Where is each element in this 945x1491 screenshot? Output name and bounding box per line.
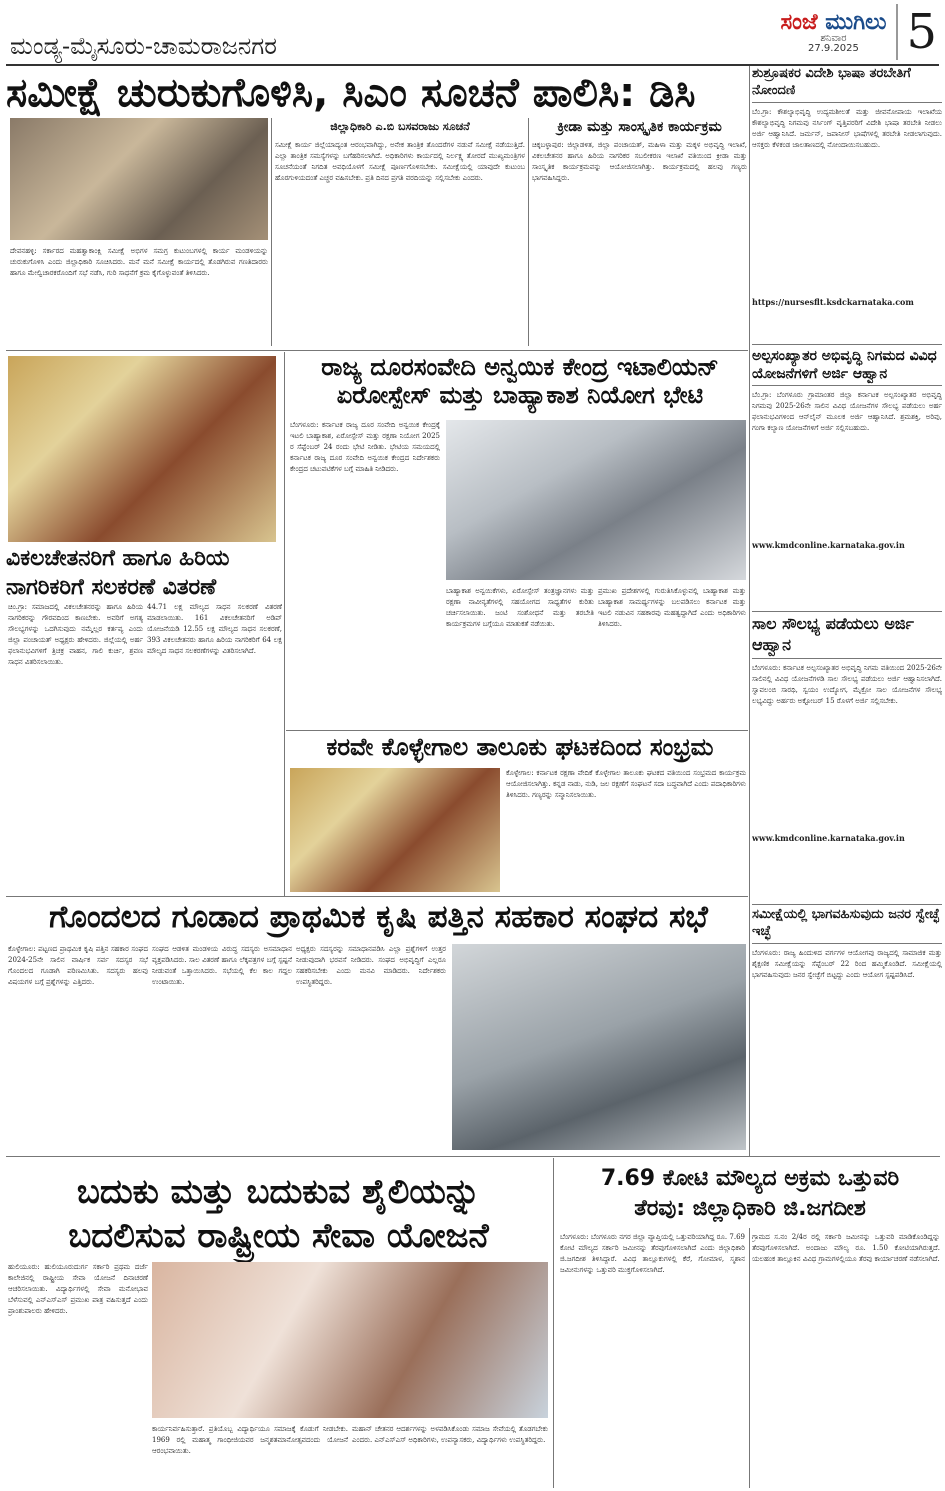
encroachment-headline [560,1164,940,1223]
sidebar-item1-body: ಬೆಂ.ಗ್ರಾ: ಕೌಶಲ್ಯಾಭಿವೃದ್ಧಿ ಉದ್ಯಮಶೀಲತೆ ಮತ್ತು ಜೀವನೋಪಾಯ ಇಲಾಖೆಯ ಕೌಶಲ್ಯಾಭಿವೃದ್ಧಿ ನಿಗಮವು ನರ್ಸಿಂಗ್ ವೃತ್ತಿಪರರಿಗೆ ವಿದೇಶಿ ಭಾಷಾ ತರಬೇತಿ ನೀಡಲು ಅರ್ಜಿ ಆಹ್ವಾನಿಸಿದೆ. ಜರ್ಮನ್, ಜಪಾನೀಸ್ ಭಾಷೆಗಳಲ್ಲಿ ತರಬೇತಿ ನೀಡಲಾಗುವುದು. ಆಸಕ್ತರು ಕೆಳಕಂಡ ಜಾಲತಾಣದಲ್ಲಿ ನೋಂದಾಯಿಸಬಹುದು. [752,107,942,149]
main-photo [10,118,268,240]
sidebar-item4-title: ಸಮೀಕ್ಷೆಯಲ್ಲಿ ಭಾಗವಹಿಸುವುದು ಜನರ ಸ್ವೇಚ್ಛೆ ಇಚ್ಛೆ [752,904,942,944]
nss-body-col1: ಹುಲಿಯೂರು: ಹುಲಿಯೂರುದುರ್ಗ ಸರ್ಕಾರಿ ಪ್ರಥಮ ದರ್ಜೆ ಕಾಲೇಜಿನಲ್ಲಿ ರಾಷ್ಟ್ರೀಯ ಸೇವಾ ಯೋಜನೆ ದಿನಾಚರಣೆ ಆಚರಿಸಲಾಯಿತು. ವಿದ್ಯಾರ್ಥಿಗಳಲ್ಲಿ ಸೇವಾ ಮನೋಭಾವ ಬೆಳೆಸುವಲ್ಲಿ ಎನ್ಎಸ್ಎಸ್ ಪ್ರಮುಖ ಪಾತ್ರ ವಹಿಸುತ್ತದೆ ಎಂದು ಪ್ರಾಂಶುಪಾಲರು ಹೇಳಿದರು. [8,1263,148,1315]
sidebar-item4-body: ಬೆಂಗಳೂರು: ರಾಜ್ಯ ಹಿಂದುಳಿದ ವರ್ಗಗಳ ಆಯೋಗವು ರಾಜ್ಯದಲ್ಲಿ ಸಾಮಾಜಿಕ ಮತ್ತು ಶೈಕ್ಷಣಿಕ ಸಮೀಕ್ಷೆಯನ್ನು ಸೆಪ್ಟೆಂಬರ್ 22 ರಿಂದ ಹಮ್ಮಿಕೊಂಡಿದೆ. ಸಮೀಕ್ಷೆಯಲ್ಲಿ ಭಾಗವಹಿಸುವುದು ಜನರ ಸ್ವೇಚ್ಛೆಗೆ ಬಿಟ್ಟದ್ದು ಎಂದು ಆಯೋಗ ಸ್ಪಷ್ಟಪಡಿಸಿದೆ. [752,948,942,979]
sidebar-item2-url[interactable]: www.kmdconline.karnataka.gov.in [752,540,905,551]
karave-body: ಕೊಳ್ಳೇಗಾಲ: ಕರ್ನಾಟಕ ರಕ್ಷಣಾ ವೇದಿಕೆ ಕೊಳ್ಳೇಗಾಲ ತಾಲೂಕು ಘಟಕದ ವತಿಯಿಂದ ಸಂಭ್ರಮದ ಕಾರ್ಯಕ್ರಮ ಆಯೋಜಿಸಲಾಗಿತ್ತು. ಕನ್ನಡ ನಾಡು, ನುಡಿ, ಜಲ ರಕ್ಷಣೆಗೆ ಸಂಘಟನೆ ಸದಾ ಬದ್ಧವಾಗಿದೆ ಎಂದು ಪದಾಧಿಕಾರಿಗಳು ತಿಳಿಸಿದರು. ಗಣ್ಯರನ್ನು ಸನ್ಮಾನಿಸಲಾಯಿತು. [506,769,746,799]
nss-photo [152,1262,548,1418]
aerospace-body-col2: ಬಾಹ್ಯಾಕಾಶ ಅನ್ವಯಿಕೆಗಳು, ಏರೋಸ್ಪೇಸ್ ತಂತ್ರಜ್ಞಾನಗಳು ಮತ್ತು ರಕ್ಷಣಾ ನಾವೀನ್ಯತೆಗಳಲ್ಲಿ ಸಹಯೋಗದ ಸಾಧ್ಯತೆಗಳ ಕುರಿತು ಚರ್ಚಿಸಲಾಯಿತು. ಜಂಟಿ ಸಂಶೋಧನೆ ಮತ್ತು ತರಬೇತಿ ಕಾರ್ಯಕ್ರಮಗಳ ಬಗ್ಗೆಯೂ ಮಾತುಕತೆ ನಡೆಯಿತು. [446,587,594,628]
main-subhead: ಜಿಲ್ಲಾಧಿಕಾರಿ ಎ.ಬಿ ಬಸವರಾಜು ಸೂಚನೆ [330,120,470,133]
nss-body-col3: ಮಹಾನ್ ಚೇತನರ ಆದರ್ಶಗಳನ್ನು ಅಳವಡಿಸಿಕೊಂಡು ಸಮಾಜ ಸೇವೆಯಲ್ಲಿ ತೊಡಗಬೇಕು ಎಂದರು. ಎನ್ಎಸ್ಎಸ್ ಅಧಿಕಾರಿಗಳು, ಉಪನ್ಯಾಸಕರು, ವಿದ್ಯಾರ್ಥಿಗಳು ಉಪಸ್ಥಿತರಿದ್ದರು. [352,1425,548,1444]
karave-photo [290,768,500,892]
sidebar-item1-url[interactable]: https://nursesflt.ksdckarnataka.com [752,296,914,307]
disabled-body-col2: 44.71 ಲಕ್ಷ ಮೌಲ್ಯದ ಸಾಧನ ಸಲಕರಣೆ ವಿತರಣೆ ಮಾಡಲಾಯಿತು. 161 ವಿಕಲಚೇತನರಿಗೆ ಅಡಿಪ್ ಯೋಜನೆಯಡಿ 12.55 ಲಕ್ಷ ಮೌಲ್ಯದ ಸಾಧನ ಸಲಕರಣೆ, 393 ವಿಕಲಚೇತನರು ಹಾಗೂ ಹಿರಿಯ ನಾಗರಿಕರಿಗೆ 64 ಲಕ್ಷ ಮೌಲ್ಯದ ಸಾಧನ ಸಲಕರಣೆಗಳನ್ನು ವಿತರಿಸಲಾಗಿದೆ. [147,603,282,655]
sidebar-item3-title: ಸಾಲ ಸೌಲಭ್ಯ ಪಡೆಯಲು ಅರ್ಜಿ ಆಹ್ವಾನ [752,611,942,659]
encroachment-headline-line1: 7.69 ಕೋಟಿ ಮೌಲ್ಯದ ಅಕ್ರಮ ಒತ್ತುವರಿ [600,1166,900,1191]
aerospace-body-col1: ಬೆಂಗಳೂರು: ಕರ್ನಾಟಕ ರಾಜ್ಯ ದೂರ ಸಂವೇದಿ ಅನ್ವಯಿಕ ಕೇಂದ್ರಕ್ಕೆ ಇಟಲಿ ಬಾಹ್ಯಾಕಾಶ, ಏರೋಸ್ಪೇಸ್ ಮತ್ತು ರಕ್ಷಣಾ ನಿಯೋಗ 2025 ರ ಸೆಪ್ಟೆಂಬರ್ 24 ರಂದು ಭೇಟಿ ನೀಡಿತು. ಭೇಟಿಯ ಸಮಯದಲ್ಲಿ ಕರ್ನಾಟಕ ರಾಜ್ಯ ದೂರ ಸಂವೇದಿ ಅನ್ವಯಿಕ ಕೇಂದ್ರದ ನಿರ್ದೇಶಕರು ಕೇಂದ್ರದ ಚಟುವಟಿಕೆಗಳ ಬಗ್ಗೆ ಮಾಹಿತಿ ನೀಡಿದರು. [290,421,440,473]
encroachment-body-col2: ಗ್ರಾಮದ ಸ.ನಂ 2/4ರ ರಲ್ಲಿ ಸರ್ಕಾರಿ ಜಮೀನನ್ನು ಒತ್ತುವರಿ ಮಾಡಿಕೊಂಡಿದ್ದನ್ನು ತೆರವುಗೊಳಿಸಲಾಗಿದೆ. ಅಂದಾಜು ಮೌಲ್ಯ ರೂ. 1.50 ಕೋಟಿಯಾಗಿರುತ್ತದೆ. ಯಲಹಂಕ ತಾಲ್ಲೂಕಿನ ವಿವಿಧ ಗ್ರಾಮಗಳಲ್ಲಿಯೂ ತೆರವು ಕಾರ್ಯಾಚರಣೆ ನಡೆಸಲಾಗಿದೆ. [752,1233,940,1263]
sidebar-item3-url[interactable]: www.kmdconline.karnataka.gov.in [752,832,905,843]
encroachment-body-col1: ಬೆಂಗಳೂರು: ಬೆಂಗಳೂರು ನಗರ ಜಿಲ್ಲಾ ವ್ಯಾಪ್ತಿಯಲ್ಲಿ ಒತ್ತುವರಿಯಾಗಿದ್ದ ರೂ. 7.69 ಕೋಟಿ ಮೌಲ್ಯದ ಸರ್ಕಾರಿ ಜಮೀನನ್ನು ತೆರವುಗೊಳಿಸಲಾಗಿದೆ ಎಂದು ಜಿಲ್ಲಾಧಿಕಾರಿ ಜಿ.ಜಗದೀಶ ತಿಳಿಸಿದ್ದಾರೆ. ವಿವಿಧ ತಾಲ್ಲೂಕುಗಳಲ್ಲಿ ಕೆರೆ, ಗೋಮಾಳ, ಸ್ಮಶಾನ ಜಮೀನುಗಳನ್ನು ಒತ್ತುವರಿ ಮುಕ್ತಗೊಳಿಸಲಾಗಿದೆ. [560,1233,745,1274]
section-title: ಮಂಡ್ಯ-ಮೈಸೂರು-ಚಾಮರಾಜನಗರ [10,32,277,60]
disabled-body-col1: ಚಿಂ.ಗ್ರಾ: ಸಮಾಜದಲ್ಲಿ ವಿಕಲಚೇತನರನ್ನು ಹಾಗೂ ಹಿರಿಯ ನಾಗರಿಕರನ್ನು ಗೌರವದಿಂದ ಕಾಣಬೇಕು. ಅವರಿಗೆ ಅಗತ್ಯ ಸೌಲಭ್ಯಗಳನ್ನು ಒದಗಿಸುವುದು ನಮ್ಮೆಲ್ಲರ ಕರ್ತವ್ಯ ಎಂದು ಜಿಲ್ಲಾ ಪಂಚಾಯತ್ ಅಧ್ಯಕ್ಷರು ಹೇಳಿದರು. ಜಿಲ್ಲೆಯಲ್ಲಿ ಅರ್ಹ ಫಲಾನುಭವಿಗಳಿಗೆ ತ್ರಿಚಕ್ರ ವಾಹನ, ಗಾಲಿ ಕುರ್ಚಿ, ಶ್ರವಣ ಸಾಧನ ವಿತರಿಸಲಾಯಿತು. [8,603,143,666]
cooperative-body-col1: ಕೊಳ್ಳೇಗಾಲ: ಪಟ್ಟಣದ ಪ್ರಾಥಮಿಕ ಕೃಷಿ ಪತ್ತಿನ ಸಹಕಾರ ಸಂಘದ 2024-25ನೇ ಸಾಲಿನ ವಾರ್ಷಿಕ ಸರ್ವ ಸದಸ್ಯರ ಸಭೆ ಗೊಂದಲದ ಗೂಡಾಗಿ ಪರಿಣಮಿಸಿತು. ಸದಸ್ಯರು ಹಲವು ವಿಷಯಗಳ ಬಗ್ಗೆ ಪ್ರಶ್ನೆಗಳನ್ನು ಎತ್ತಿದರು. [8,945,148,986]
cooperative-meeting-photo [452,944,746,1150]
cooperative-body-col2: ಸಂಘದ ಆಡಳಿತ ಮಂಡಳಿಯ ವಿರುದ್ಧ ಸದಸ್ಯರು ಅಸಮಾಧಾನ ವ್ಯಕ್ತಪಡಿಸಿದರು. ಸಾಲ ವಿತರಣೆ ಹಾಗೂ ಲೆಕ್ಕಪತ್ರಗಳ ಬಗ್ಗೆ ಸ್ಪಷ್ಟನೆ ನೀಡುವಂತೆ ಒತ್ತಾಯಿಸಿದರು. ಸಭೆಯಲ್ಲಿ ಕೆಲ ಕಾಲ ಗದ್ದಲ ಉಂಟಾಯಿತು. [152,945,292,986]
cooperative-headline: ಗೊಂದಲದ ಗೂಡಾದ ಪ್ರಾಥಮಿಕ ಕೃಷಿ ಪತ್ತಿನ ಸಹಕಾರ ಸಂಘದ ಸಭೆ [49,899,708,935]
issue-date: 27.9.2025 [808,42,859,54]
karave-headline: ಕರವೇ ಕೊಳ್ಳೇಗಾಲ ತಾಲೂಕು ಘಟಕದಿಂದ ಸಂಭ್ರಮ [326,733,714,761]
main-headline: ಸಮೀಕ್ಷೆ ಚುರುಕುಗೊಳಿಸಿ, ಸಿಎಂ ಸೂಚನೆ ಪಾಲಿಸಿ: ಡಿಸಿ [6,70,696,116]
encroachment-headline-line2: ತೆರವು: ಜಿಲ್ಲಾಧಿಕಾರಿ ಜಿ.ಜಗದೀಶ [634,1195,866,1221]
sidebar [752,66,942,1068]
newspaper-logo: ಸಂಜೆ ಮುಗಿಲು [780,9,887,35]
issue-day: ಶನಿವಾರ [820,32,847,44]
equipment-distribution-photo [8,356,276,542]
sidebar-item2-body: ಬೆಂ.ಗ್ರಾ: ಬೆಂಗಳೂರು ಗ್ರಾಮಾಂತರ ಜಿಲ್ಲಾ ಕರ್ನಾಟಕ ಅಲ್ಪಸಂಖ್ಯಾತರ ಅಭಿವೃದ್ಧಿ ನಿಗಮವು 2025-26ನೇ ಸಾಲಿನ ವಿವಿಧ ಯೋಜನೆಗಳ ಸೌಲಭ್ಯ ಪಡೆಯಲು ಅರ್ಹ ಫಲಾನುಭವಿಗಳಿಂದ ಆನ್‌ಲೈನ್ ಮೂಲಕ ಅರ್ಜಿ ಆಹ್ವಾನಿಸಿದೆ. ಶ್ರಮಶಕ್ತಿ, ಅರಿವು, ಗಂಗಾ ಕಲ್ಯಾಣ ಯೋಜನೆಗಳಿಗೆ ಅರ್ಜಿ ಸಲ್ಲಿಸಬಹುದು. [752,391,942,433]
masthead [780,4,937,60]
nss-headline [6,1170,551,1258]
sports-body: ಚಿಕ್ಕಬಳ್ಳಾಪುರ: ಜಿಲ್ಲಾಡಳಿತ, ಜಿಲ್ಲಾ ಪಂಚಾಯತ್, ಮಹಿಳಾ ಮತ್ತು ಮಕ್ಕಳ ಅಭಿವೃದ್ಧಿ ಇಲಾಖೆ, ವಿಕಲಚೇತನರ ಹಾಗೂ ಹಿರಿಯ ನಾಗರಿಕರ ಸಬಲೀಕರಣ ಇಲಾಖೆ ವತಿಯಿಂದ ಕ್ರೀಡಾ ಮತ್ತು ಸಾಂಸ್ಕೃತಿಕ ಕಾರ್ಯಕ್ರಮವನ್ನು ಆಯೋಜಿಸಲಾಗಿತ್ತು. ಕಾರ್ಯಕ್ರಮದಲ್ಲಿ ಹಲವು ಗಣ್ಯರು ಭಾಗವಹಿಸಿದ್ದರು. [532,141,747,182]
main-body-col1: ದೇವನಹಳ್ಳಿ: ಸರ್ಕಾರದ ಮಹತ್ವಾಕಾಂಕ್ಷಿ ಸಮೀಕ್ಷೆ ಅಭಿಗಳ ಸಮಗ್ರ ಕುಟುಂಬಗಳಲ್ಲಿ ಕಾರ್ಯ ಮಂಡಳಿಯನ್ನು ಚುರುಕುಗೊಳಿಸಿ ಎಂದು ಜಿಲ್ಲಾಧಿಕಾರಿ ಸೂಚಿಸಿದರು. ಮನೆ ಮನೆ ಸಮೀಕ್ಷೆ ಕಾರ್ಯದಲ್ಲಿ ತೊಡಗಿರುವ ಗಣತಿದಾರರು ಹಾಗೂ ಮೇಲ್ವಿಚಾರಕರೊಂದಿಗೆ ಸಭೆ ನಡೆಸಿ, ಗುರಿ ಸಾಧನೆಗೆ ಕ್ರಮ ಕೈಗೊಳ್ಳುವಂತೆ ತಿಳಿಸಿದರು. [10,247,268,277]
cooperative-body-col3: ಅಧ್ಯಕ್ಷರು ಸದಸ್ಯರನ್ನು ಸಮಾಧಾನಪಡಿಸಿ ಎಲ್ಲಾ ಪ್ರಶ್ನೆಗಳಿಗೆ ಉತ್ತರ ನೀಡುವುದಾಗಿ ಭರವಸೆ ನೀಡಿದರು. ಸಂಘದ ಅಭಿವೃದ್ಧಿಗೆ ಎಲ್ಲರೂ ಸಹಕರಿಸಬೇಕು ಎಂದು ಮನವಿ ಮಾಡಿದರು. ನಿರ್ದೇಶಕರು ಉಪಸ್ಥಿತರಿದ್ದರು. [296,945,446,986]
delegation-photo [446,420,746,580]
sidebar-item3-body: ಬೆಂಗಳೂರು: ಕರ್ನಾಟಕ ಅಲ್ಪಸಂಖ್ಯಾತರ ಅಭಿವೃದ್ಧಿ ನಿಗಮ ವತಿಯಿಂದ 2025-26ನೇ ಸಾಲಿನಲ್ಲಿ ವಿವಿಧ ಯೋಜನೆಗಳಡಿ ಸಾಲ ಸೌಲಭ್ಯ ಪಡೆಯಲು ಅರ್ಜಿ ಆಹ್ವಾನಿಸಲಾಗಿದೆ. ಸ್ವಾವಲಂಬಿ ಸಾರಥಿ, ಸ್ವಯಂ ಉದ್ಯೋಗ, ಮೈಕ್ರೋ ಸಾಲ ಯೋಜನೆಗಳ ಸೌಲಭ್ಯ ಲಭ್ಯವಿದ್ದು ಅರ್ಹರು ಅಕ್ಟೋಬರ್ 15 ರೊಳಗೆ ಅರ್ಜಿ ಸಲ್ಲಿಸಬೇಕು. [752,663,942,705]
aerospace-body-col3: ಪ್ರಮುಖ ಪ್ರದೇಶಗಳಲ್ಲಿ ಗುರುತಿಸಿಕೊಳ್ಳುವಲ್ಲಿ ಬಾಹ್ಯಾಕಾಶ ಮತ್ತು ಬಾಹ್ಯಾಕಾಶ ಸಾಮರ್ಥ್ಯಗಳನ್ನು ಬಲಪಡಿಸಲು ಕರ್ನಾಟಕ ಮತ್ತು ಇಟಲಿ ನಡುವಿನ ಸಹಕಾರವು ಮಹತ್ವದ್ದಾಗಿದೆ ಎಂದು ಅಧಿಕಾರಿಗಳು ತಿಳಿಸಿದರು. [598,587,746,628]
sports-subhead: ಕ್ರೀಡಾ ಮತ್ತು ಸಾಂಸ್ಕೃತಿಕ ಕಾರ್ಯಕ್ರಮ [557,119,722,135]
page-number: 5 [896,4,937,60]
nss-headline-line2: ಬದಲಿಸುವ ರಾಷ್ಟ್ರೀಯ ಸೇವಾ ಯೋಜನೆ [68,1216,489,1257]
nss-body-col2: ಕಾರ್ಯನಿರ್ವಹಿಸುತ್ತಾರೆ. ಪ್ರತಿಯೊಬ್ಬ ವಿದ್ಯಾರ್ಥಿಯೂ ಸಮಾಜಕ್ಕೆ ಕೊಡುಗೆ ನೀಡಬೇಕು. 1969 ರಲ್ಲಿ ಮಹಾತ್ಮ ಗಾಂಧೀಜಿಯವರ ಜನ್ಮಶತಮಾನೋತ್ಸವದಂದು ಯೋಜನೆ ಆರಂಭವಾಯಿತು. [152,1425,348,1455]
nss-headline-line1: ಬದುಕು ಮತ್ತು ಬದುಕುವ ಶೈಲಿಯನ್ನು [76,1172,481,1212]
sidebar-item1-title: ಶುಶ್ರೂಷಕರ ವಿದೇಶಿ ಭಾಷಾ ತರಬೇತಿಗೆ ನೋಂದಣಿ [752,66,942,103]
sidebar-item2-title: ಅಲ್ಪಸಂಖ್ಯಾತರ ಅಭಿವೃದ್ಧಿ ನಿಗಮದ ವಿವಿಧ ಯೋಜನೆಗಳಿಗೆ ಅರ್ಜಿ ಆಹ್ವಾನ [752,344,942,386]
aerospace-headline: ರಾಜ್ಯ ದೂರಸಂವೇದಿ ಅನ್ವಯಿಕ ಕೇಂದ್ರ ಇಟಾಲಿಯನ್ ಏರೋಸ್ಪೇಸ್ ಮತ್ತು ಬಾಹ್ಯಾಕಾಶ ನಿಯೋಗ ಭೇಟಿ [321,353,719,409]
disabled-headline: ವಿಕಲಚೇತನರಿಗೆ ಹಾಗೂ ಹಿರಿಯ ನಾಗರಿಕರಿಗೆ ಸಲಕರಣೆ ವಿತರಣೆ [6,546,230,600]
main-body-col2: ಸಮೀಕ್ಷೆ ಕಾರ್ಯ ಜಿಲ್ಲೆಯಾದ್ಯಂತ ಆರಂಭವಾಗಿದ್ದು, ಅನೇಕ ತಾಂತ್ರಿಕ ತೊಂದರೆಗಳ ನಡುವೆ ಸಮೀಕ್ಷೆ ನಡೆಯುತ್ತಿದೆ. ಎಲ್ಲಾ ತಾಂತ್ರಿಕ ಸಮಸ್ಯೆಗಳನ್ನು ಬಗೆಹರಿಸಲಾಗಿದೆ. ಅಧಿಕಾರಿಗಳು ಕಾರ್ಯದಲ್ಲಿ ನಿರ್ಲಕ್ಷ್ಯ ತೋರದೆ ಮುಖ್ಯಮಂತ್ರಿಗಳ ಸೂಚನೆಯಂತೆ ನಿಗದಿತ ಅವಧಿಯೊಳಗೆ ಸಮೀಕ್ಷೆ ಪೂರ್ಣಗೊಳಿಸಬೇಕು. ಸಮೀಕ್ಷೆಯಲ್ಲಿ ಯಾವುದೇ ಕುಟುಂಬ ಹೊರಗುಳಿಯದಂತೆ ಎಚ್ಚರ ವಹಿಸಬೇಕು. ಪ್ರತಿ ದಿನದ ಪ್ರಗತಿ ವರದಿಯನ್ನು ಸಲ್ಲಿಸಬೇಕು ಎಂದರು. [275,141,525,182]
